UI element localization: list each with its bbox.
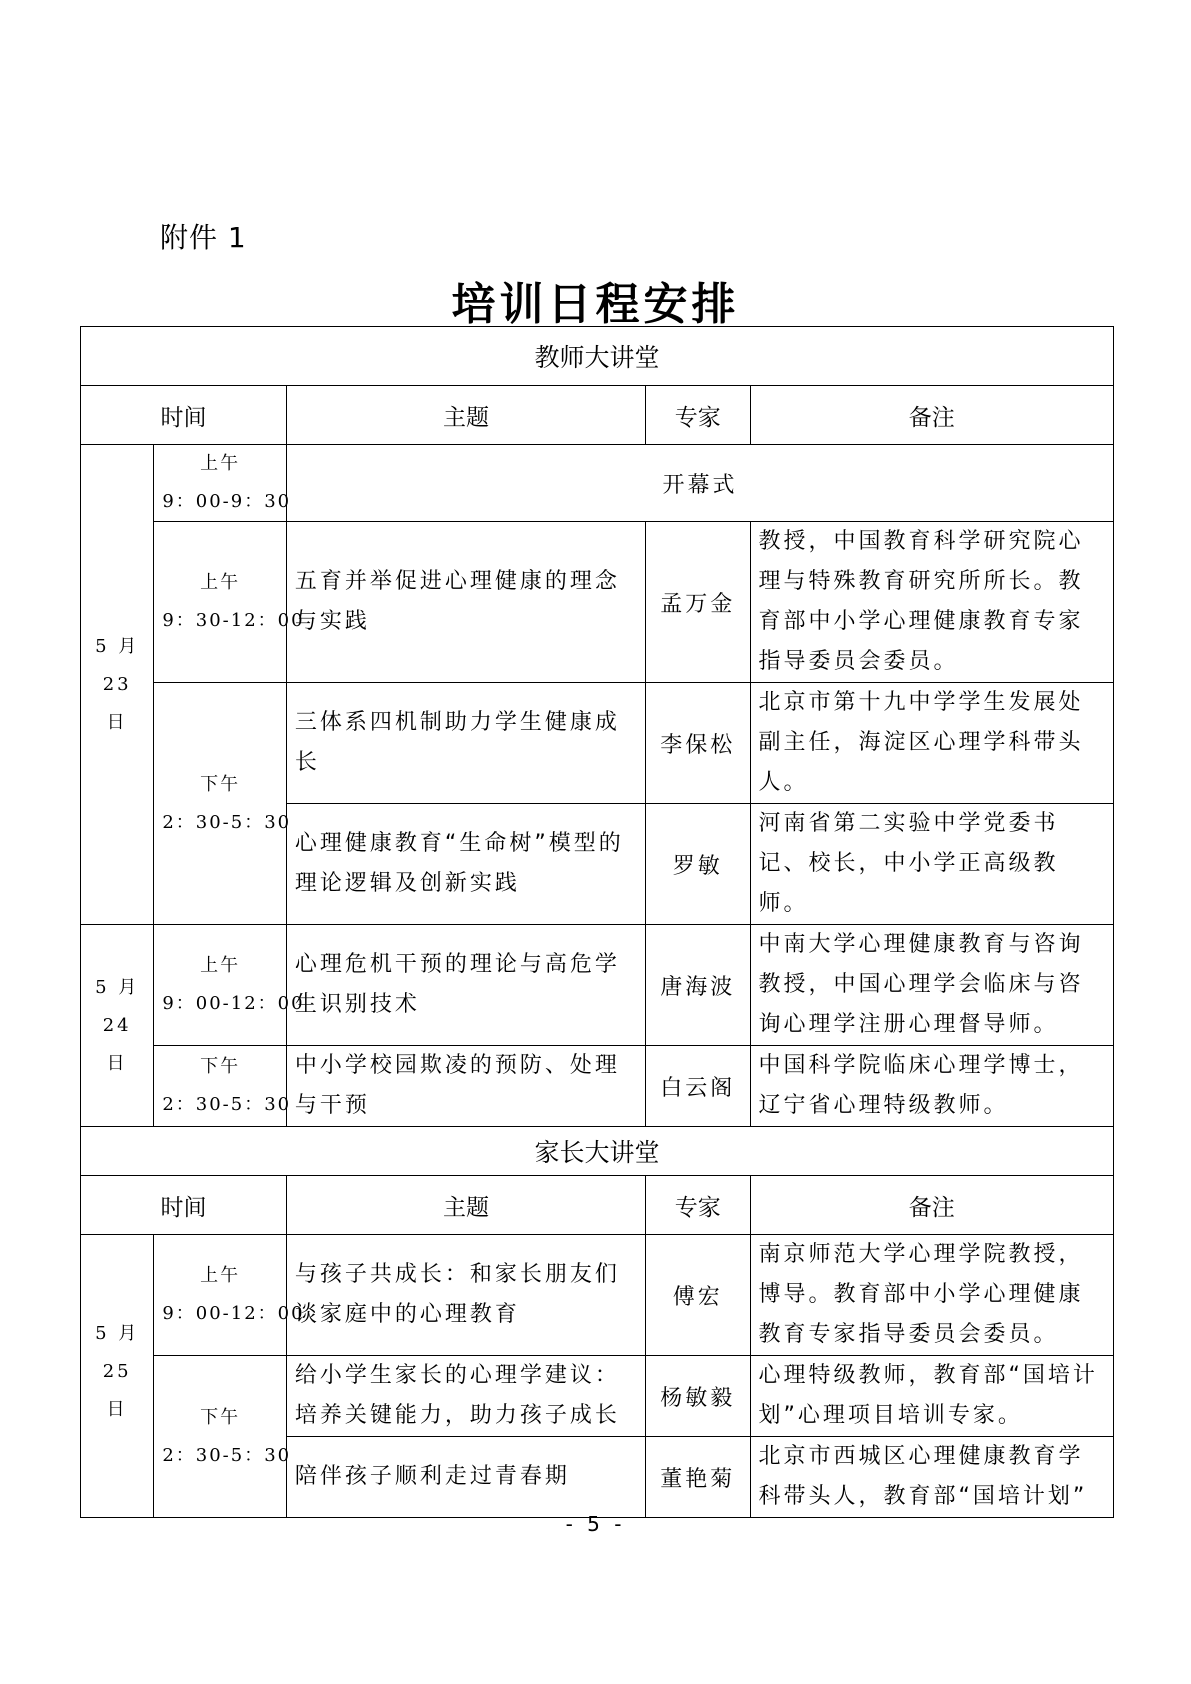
column-header-row [81,1176,1114,1235]
expert-cell: 唐海波 [645,925,750,1046]
note-cell: 中南大学心理健康教育与咨询教授，中国心理学会临床与咨询心理学注册心理督导师。 [750,925,1113,1046]
document-title: 培训日程安排 [451,279,740,330]
date-month: 5 月 [95,976,140,998]
time-cell [154,522,305,683]
time-period: 上午 [200,1265,241,1286]
attachment-label: 附件 1 [160,221,247,254]
time-range: 9：00-12：00 [162,1303,305,1324]
table-row [81,1046,1114,1127]
time-cell [154,1356,292,1518]
table-row [81,1235,1114,1356]
note-cell: 北京市西城区心理健康教育学科带头人，教育部“国培计划” [750,1437,1113,1518]
section-title-parent: 家长大讲堂 [81,1127,1114,1176]
schedule-table [80,326,1114,1518]
header-note: 备注 [750,1176,1113,1235]
note-cell: 教授，中国教育科学研究院心理与特殊教育研究所所长。教育部中小学心理健康教育专家指导委员会委员。 [750,522,1113,683]
time-range: 9：00-12：00 [162,993,305,1014]
date-day: 24 日 [102,1014,132,1074]
expert-cell: 杨敏毅 [645,1356,750,1437]
note-cell: 中国科学院临床心理学博士，辽宁省心理特级教师。 [750,1046,1113,1127]
note-cell: 南京师范大学心理学院教授，博导。教育部中小学心理健康教育专家指导委员会委员。 [750,1235,1113,1356]
time-range: 9：00-9：30 [162,491,292,512]
time-cell [154,1046,292,1127]
note-cell: 心理特级教师，教育部“国培计划”心理项目培训专家。 [750,1356,1113,1437]
topic-cell: 中小学校园欺凌的预防、处理与干预 [286,1046,645,1127]
time-cell [154,1235,305,1356]
header-topic: 主题 [286,1176,645,1235]
table-row [81,1356,1114,1437]
expert-cell: 孟万金 [645,522,750,683]
topic-cell: 五育并举促进心理健康的理念与实践 [286,522,645,683]
time-range: 2：30-5：30 [162,811,292,833]
time-cell [154,683,292,925]
topic-cell: 三体系四机制助力学生健康成长 [286,683,645,804]
expert-cell: 傅宏 [645,1235,750,1356]
time-period: 上午 [200,572,241,593]
note-cell: 北京市第十九中学学生发展处副主任，海淀区心理学科带头人。 [750,683,1113,804]
expert-cell: 李保松 [645,683,750,804]
table-row [81,445,1114,522]
table-row [81,683,1114,804]
section-header-row [81,1127,1114,1176]
date-month: 5 月 [95,1323,140,1344]
date-cell [81,445,154,925]
date-month: 5 月 [95,635,140,657]
time-period: 上午 [200,955,241,976]
section-header-row [81,327,1114,386]
time-range: 9：30-12：00 [162,610,305,631]
column-header-row [81,386,1114,445]
section-title-teacher: 教师大讲堂 [81,327,1114,386]
time-period: 下午 [200,1056,241,1077]
time-cell [154,925,305,1046]
header-note: 备注 [750,386,1113,445]
page-number: - 5 - [565,1512,626,1536]
expert-cell: 董艳菊 [645,1437,750,1518]
date-day: 23 日 [102,673,132,733]
opening-ceremony: 开幕式 [286,445,1113,522]
expert-cell: 罗敏 [645,804,750,925]
time-period: 下午 [200,773,241,795]
header-topic: 主题 [286,386,645,445]
topic-cell: 心理危机干预的理论与高危学生识别技术 [286,925,645,1046]
table-row [81,522,1114,683]
header-time: 时间 [81,386,287,445]
note-cell: 河南省第二实验中学党委书记、校长，中小学正高级教师。 [750,804,1113,925]
topic-cell: 给小学生家长的心理学建议：培养关键能力，助力孩子成长 [286,1356,645,1437]
time-cell [154,445,292,522]
header-expert: 专家 [645,1176,750,1235]
table-row [81,925,1114,1046]
header-time: 时间 [81,1176,287,1235]
date-day: 25 日 [102,1361,132,1420]
time-range: 2：30-5：30 [162,1444,292,1466]
time-period: 上午 [200,453,241,474]
date-cell [81,1235,154,1518]
time-range: 2：30-5：30 [162,1094,292,1115]
date-cell [81,925,154,1127]
time-period: 下午 [200,1406,241,1428]
topic-cell: 陪伴孩子顺利走过青春期 [286,1437,645,1518]
topic-cell: 与孩子共成长：和家长朋友们谈家庭中的心理教育 [286,1235,645,1356]
topic-cell: 心理健康教育“生命树”模型的理论逻辑及创新实践 [286,804,645,925]
expert-cell: 白云阁 [645,1046,750,1127]
header-expert: 专家 [645,386,750,445]
